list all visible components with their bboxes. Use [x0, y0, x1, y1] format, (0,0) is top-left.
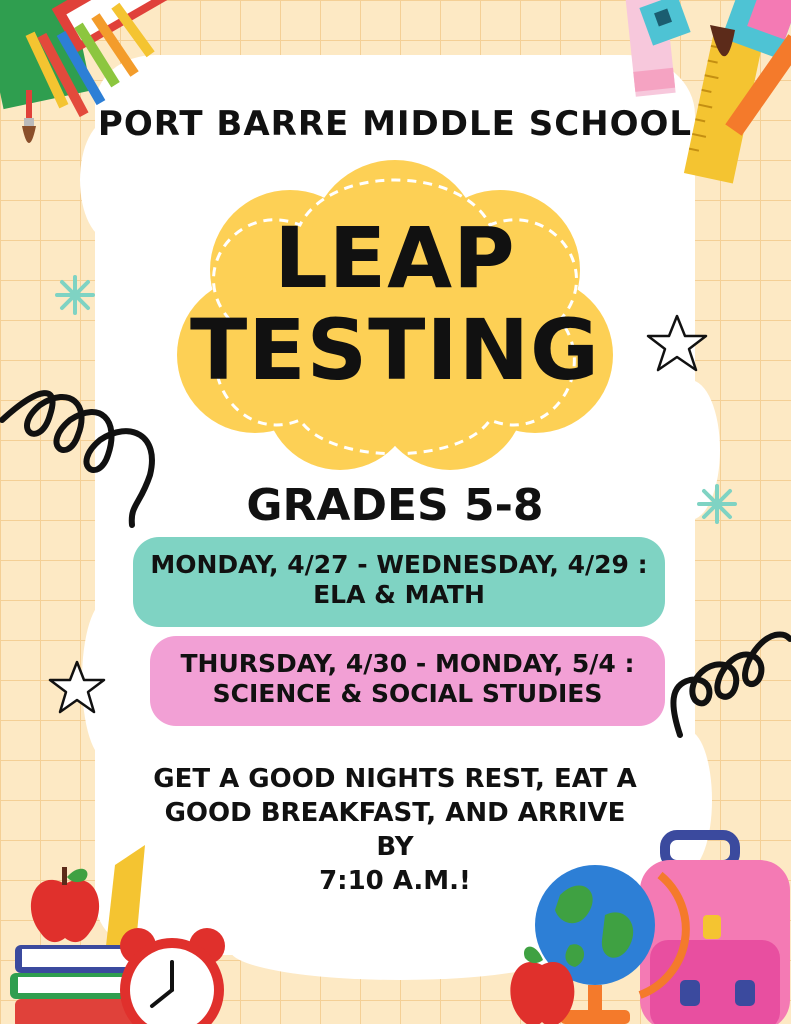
schedule-subjects: ELA & MATH: [313, 580, 485, 609]
schedule-dates: THURSDAY, 4/30 - MONDAY, 5/4 :: [180, 649, 635, 678]
schedule-subjects: SCIENCE & SOCIAL STUDIES: [212, 679, 603, 708]
pencil-icon: [635, 0, 695, 60]
title-line-testing: TESTING: [190, 301, 600, 399]
reminder-line: GET A GOOD NIGHTS REST, EAT A: [153, 764, 637, 794]
schedule-ela-math: [133, 537, 665, 627]
reminder-line: GOOD BREAKFAST, AND ARRIVE BY: [164, 798, 626, 862]
grades-label: GRADES 5-8: [246, 480, 544, 531]
schedule-dates: MONDAY, 4/27 - WEDNESDAY, 4/29 :: [150, 550, 648, 579]
school-name: PORT BARRE MIDDLE SCHOOL: [97, 104, 693, 144]
paintbrush-icon: [12, 90, 52, 160]
star-icon: [646, 314, 708, 372]
alarm-clock-icon: [110, 928, 235, 1024]
star-icon: [48, 660, 106, 715]
page-title: [170, 209, 620, 399]
sparkle-icon: [55, 275, 95, 315]
title-line-leap: LEAP: [274, 209, 516, 307]
apple-icon: [25, 862, 105, 947]
apple-icon: [505, 940, 580, 1024]
sparkle-icon: [697, 484, 737, 524]
reminder-text: [150, 762, 640, 898]
squiggle-icon: [660, 605, 791, 745]
schedule-science-social-studies: [150, 636, 665, 726]
reminder-line: 7:10 A.M.!: [319, 866, 471, 896]
